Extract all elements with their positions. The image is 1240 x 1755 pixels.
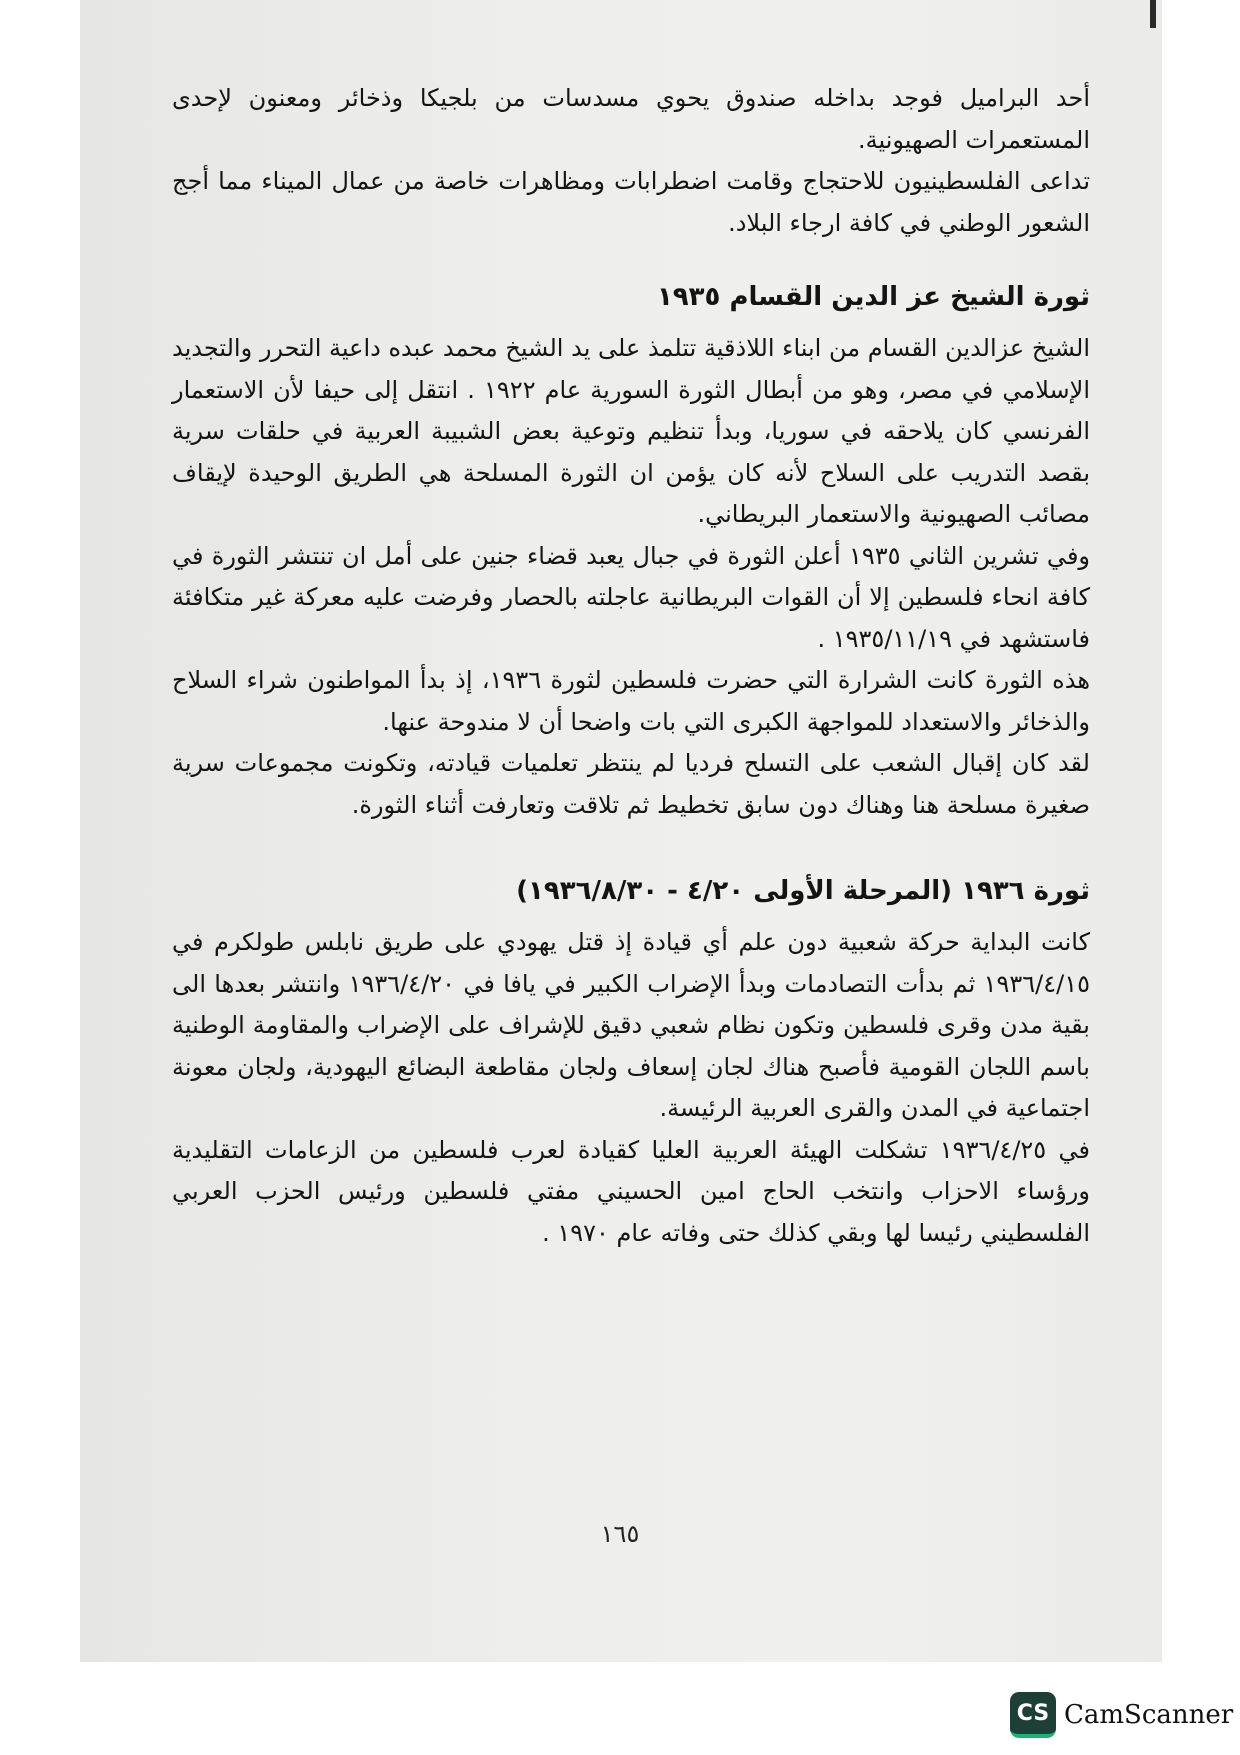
page-number: ١٦٥	[600, 1520, 640, 1548]
camscanner-watermark	[1010, 1690, 1233, 1740]
paragraph: تداعى الفلسطينيون للاحتجاج وقامت اضطرابات ومظاهرات خاصة من عمال الميناء مما أجج الشعور الوطني في كافة ارجاء البلاد.	[172, 167, 1090, 237]
camscanner-logo-icon: CS	[1010, 1692, 1056, 1738]
paragraph: الشيخ عزالدين القسام من ابناء اللاذقية تتلمذ على يد الشيخ محمد عبده داعية التحرر والتجديد الإسلامي في مصر، وهو من أبطال الثورة السورية عام ١٩٢٢ . انتقل إلى حيفا لأن الاستعمار الفرنسي كان يلاحقه في سوريا، وبدأ تنظيم وتوعية بعض الشبيبة العربية في حلقات سرية بقصد التدريب على السلاح لأنه كان يؤمن ان الثورة المسلحة هي الطريق الوحيدة لإيقاف مصائب الصهيونية والاستعمار البريطاني.	[172, 334, 1090, 528]
paragraph: في ١٩٣٦/٤/٢٥ تشكلت الهيئة العربية العليا كقيادة لعرب فلسطين من الزعامات التقليدية ورؤساء الاحزاب وانتخب الحاج امين الحسيني مفتي فلسطين ورئيس الحزب العربي الفلسطيني رئيسا لها وبقي كذلك حتى وفاته عام ١٩٧٠ .	[172, 1135, 1090, 1247]
section-heading: ثورة ١٩٣٦ (المرحلة الأولى ٤/٢٠ - ١٩٣٦/٨/٣٠)	[516, 876, 1090, 906]
paragraph: وفي تشرين الثاني ١٩٣٥ أعلن الثورة في جبال يعبد قضاء جنين على أمل ان تنتشر الثورة في كافة انحاء فلسطين إلا أن القوات البريطانية عاجلته بالحصار وفرضت عليه معركة غير متكافئة فاستشهد في ١٩٣٥/١١/١٩ .	[172, 541, 1091, 653]
paragraph: هذه الثورة كانت الشرارة التي حضرت فلسطين لثورة ١٩٣٦، إذ بدأ المواطنون شراء السلاح والذخائر والاستعداد للمواجهة الكبرى التي بات واضحا أن لا مندوحة عنها.	[172, 666, 1090, 736]
paragraph: لقد كان إقبال الشعب على التسلح فرديا لم ينتظر تعلميات قيادته، وتكونت مجموعات سرية صغيرة مسلحة هنا وهناك دون سابق تخطيط ثم تلاقت وتعارفت أثناء الثورة.	[172, 749, 1090, 819]
page-edge-shadow	[1150, 0, 1156, 28]
paragraph: أحد البراميل فوجد بداخله صندوق يحوي مسدسات من بلجيكا وذخائر ومعنون لإحدى المستعمرات الصهيونية.	[172, 84, 1090, 154]
camscanner-name: CamScanner	[1064, 1700, 1234, 1730]
paragraph: كانت البداية حركة شعبية دون علم أي قيادة إذ قتل يهودي على طريق نابلس طولكرم في ١٩٣٦/٤/١٥ ثم بدأت التصادمات وبدأ الإضراب الكبير في يافا في ١٩٣٦/٤/٢٠ وانتشر بعدها الى بقية مدن وقرى فلسطين وتكون نظام شعبي دقيق للإشراف على الإضراب والمقاومة الوطنية باسم اللجان القومية فأصبح هناك لجان إسعاف ولجان مقاطعة البضائع اليهودية، ولجان معونة اجتماعية في المدن والقرى العربية الرئيسة.	[172, 928, 1090, 1122]
section-heading: ثورة الشيخ عز الدين القسام ١٩٣٥	[656, 282, 1090, 312]
document-body	[172, 78, 1090, 1254]
